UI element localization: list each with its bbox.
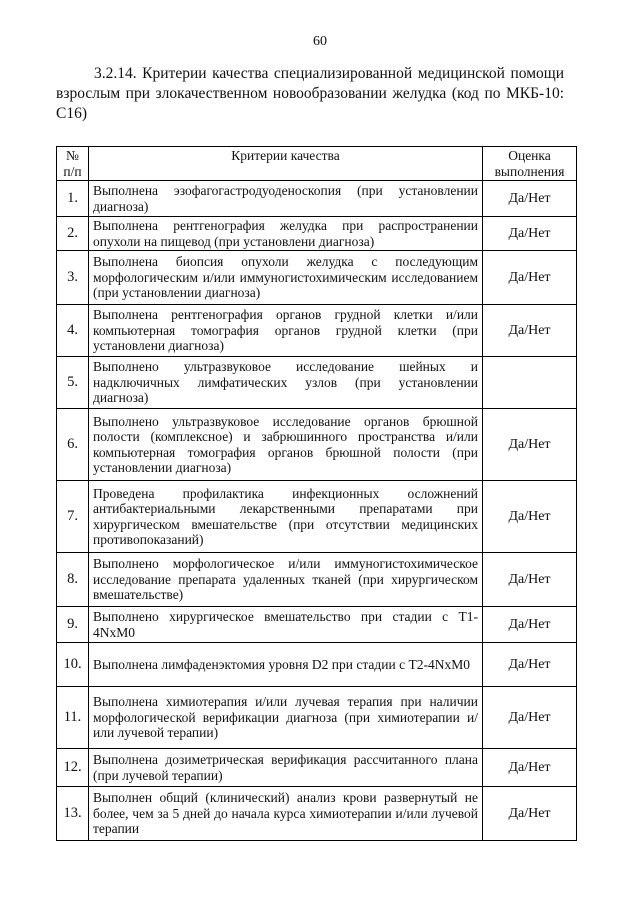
row-number: 1. xyxy=(57,181,89,217)
header-num: № п/п xyxy=(57,147,89,181)
row-grade: Да/Нет xyxy=(483,217,577,251)
row-grade xyxy=(483,357,577,409)
row-grade: Да/Нет xyxy=(483,749,577,787)
row-criterion: Выполнена рентгенография желудка при распространении опухоли на пищевод (при установлени диагноза) xyxy=(89,217,483,251)
table-row xyxy=(57,749,577,787)
table-row xyxy=(57,409,577,481)
row-number: 6. xyxy=(57,409,89,481)
table-row xyxy=(57,787,577,841)
row-grade: Да/Нет xyxy=(483,409,577,481)
row-number: 4. xyxy=(57,305,89,357)
table-header-row xyxy=(57,147,577,181)
row-number: 12. xyxy=(57,749,89,787)
table-row xyxy=(57,643,577,687)
row-number: 2. xyxy=(57,217,89,251)
row-criterion: Выполнено морфологическое и/или иммуногистохимическое исследование препарата удаленных тканей (при хирургическом вмешательстве) xyxy=(89,553,483,607)
table-row xyxy=(57,251,577,305)
row-criterion: Выполнена биопсия опухоли желудка с последующим морфологическим и/или иммуногистохимическим исследованием (при установлении диагноза) xyxy=(89,251,483,305)
table-row xyxy=(57,687,577,749)
table-row xyxy=(57,553,577,607)
row-criterion: Выполнено хирургическое вмешательство при стадии с T1-4NxM0 xyxy=(89,607,483,643)
row-criterion: Выполнена дозиметрическая верификация рассчитанного плана (при лучевой терапии) xyxy=(89,749,483,787)
table-row xyxy=(57,357,577,409)
row-number: 8. xyxy=(57,553,89,607)
row-grade: Да/Нет xyxy=(483,481,577,553)
row-criterion: Проведена профилактика инфекционных осложнений антибактериальными лекарственными препаратами при хирургическом вмешательстве (при отсутствии медицинских противопоказаний) xyxy=(89,481,483,553)
table-row xyxy=(57,481,577,553)
row-criterion: Выполнен общий (клинический) анализ крови развернутый не более, чем за 5 дней до начала курса химиотерапии и/или лучевой терапии xyxy=(89,787,483,841)
row-number: 5. xyxy=(57,357,89,409)
section-heading: 3.2.14. Критерии качества специализированной медицинской помощи взрослым при злокачественном новообразовании желудка (код по МКБ-10: C16) xyxy=(56,65,564,122)
row-grade: Да/Нет xyxy=(483,687,577,749)
row-criterion: Выполнено ультразвуковое исследование шейных и надключичных лимфатических узлов (при установлении диагноза) xyxy=(89,357,483,409)
header-criteria: Критерии качества xyxy=(89,147,483,181)
row-grade: Да/Нет xyxy=(483,607,577,643)
table-row xyxy=(57,607,577,643)
row-number: 9. xyxy=(57,607,89,643)
row-grade: Да/Нет xyxy=(483,643,577,687)
row-number: 13. xyxy=(57,787,89,841)
row-grade: Да/Нет xyxy=(483,553,577,607)
header-grade: Оценка выполнения xyxy=(483,147,577,181)
row-criterion: Выполнена лимфаденэктомия уровня D2 при стадии с T2-4NxM0 xyxy=(89,643,483,687)
row-grade: Да/Нет xyxy=(483,251,577,305)
row-number: 11. xyxy=(57,687,89,749)
row-grade: Да/Нет xyxy=(483,181,577,217)
table-row xyxy=(57,305,577,357)
table-row xyxy=(57,181,577,217)
row-criterion: Выполнена химиотерапия и/или лучевая терапия при наличии морфологической верификации диагноза (при химиотерапии и/или лучевой терапии) xyxy=(89,687,483,749)
row-criterion: Выполнено ультразвуковое исследование органов брюшной полости (комплексное) и забрюшинного пространства и/или компьютерная томография органов брюшной полости (при установлении диагноза) xyxy=(89,409,483,481)
row-criterion: Выполнена рентгенография органов грудной клетки и/или компьютерная томография органов грудной клетки (при установлени диагноза) xyxy=(89,305,483,357)
table-row xyxy=(57,217,577,251)
row-number: 3. xyxy=(57,251,89,305)
page-number: 60 xyxy=(313,34,327,49)
row-grade: Да/Нет xyxy=(483,305,577,357)
row-number: 10. xyxy=(57,643,89,687)
row-grade: Да/Нет xyxy=(483,787,577,841)
row-number: 7. xyxy=(57,481,89,553)
quality-criteria-table xyxy=(56,146,577,841)
row-criterion: Выполнена эзофагогастродуоденоскопия (при установлении диагноза) xyxy=(89,181,483,217)
